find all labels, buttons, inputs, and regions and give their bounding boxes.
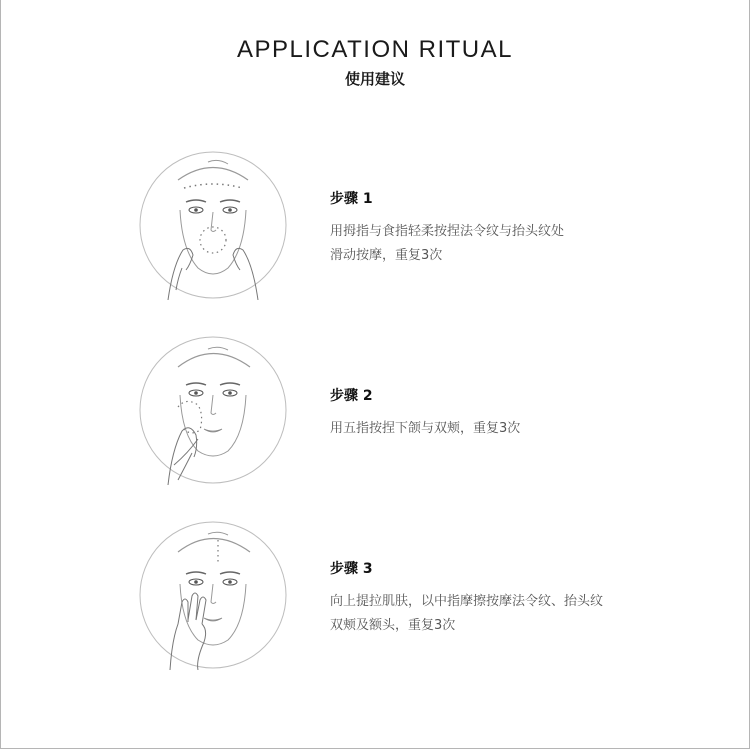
step-1 (0, 150, 750, 310)
step-2 (0, 335, 750, 495)
face-massage-cheek-illustration (138, 520, 288, 670)
step-3-line-1: 向上提拉肌肤，以中指摩擦按摩法令纹、抬头纹 (330, 594, 604, 609)
step-3-line-2: 双颊及额头，重复3次 (330, 618, 456, 633)
step-3 (0, 520, 750, 680)
face-massage-forehead-illustration (138, 150, 288, 300)
step-1-line-1: 用拇指与食指轻柔按捏法令纹与抬头纹处 (330, 224, 565, 239)
step-1-line-2: 滑动按摩，重复3次 (330, 248, 443, 263)
step-1-title: 步骤 1 (330, 191, 373, 207)
page-subtitle: 使用建议 (344, 70, 405, 88)
step-2-title: 步骤 2 (330, 388, 373, 404)
step-2-line-1: 用五指按捏下颌与双颊，重复3次 (330, 421, 521, 436)
face-massage-jaw-illustration (138, 335, 288, 485)
page-title: APPLICATION RITUAL (237, 36, 513, 63)
step-3-title: 步骤 3 (330, 561, 373, 577)
